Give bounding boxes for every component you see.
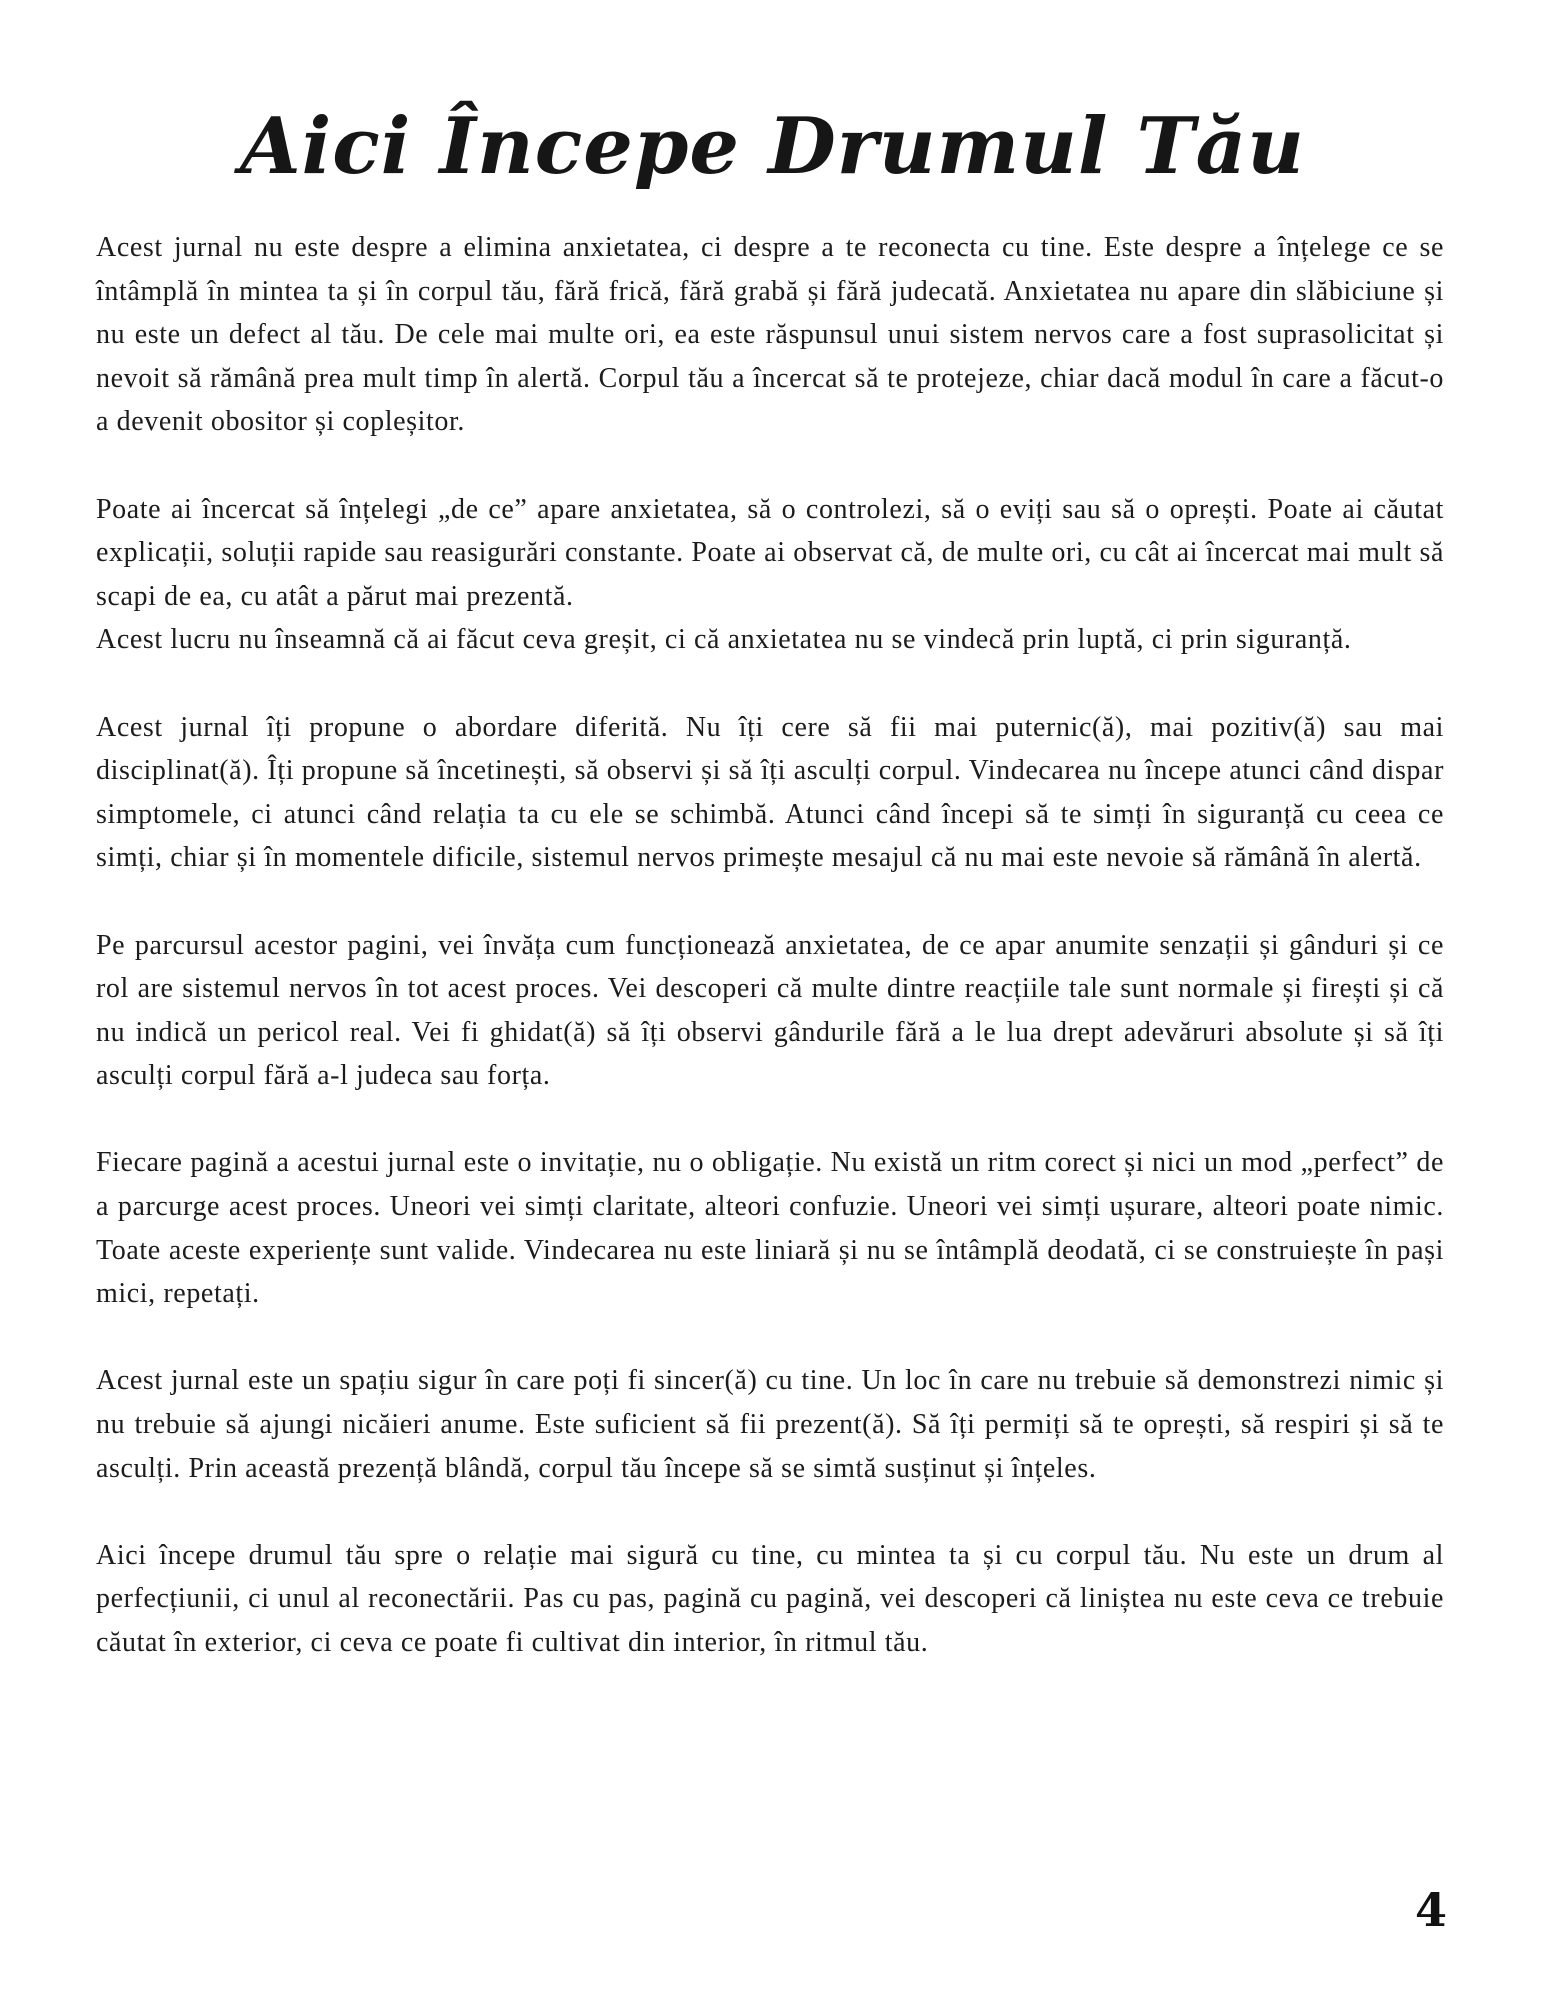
page-title: Aici Începe Drumul Tău [240, 101, 1305, 192]
paragraph-1: Acest jurnal nu este despre a elimina anxietatea, ci despre a te reconecta cu tine. Este despre a înțelege ce se întâmplă în mintea ta și în corpul tău, fără frică, fără grabă și fără judecată. Anxietatea nu apare din slăbiciune și nu este un defect al tău. De cele mai multe ori, ea este răspunsul unui sistem nervos care a fost suprasolicitat și nevoit să rămână prea mult timp în alertă. Corpul tău a încercat să te protejeze, chiar dacă modul în care a făcut-o a devenit obositor și copleșitor. [96, 232, 1444, 438]
paragraph-5: Pe parcursul acestor pagini, vei învăța cum funcționează anxietatea, de ce apar anumite senzații și gânduri și ce rol are sistemul nervos în tot acest proces. Vei descoperi că multe dintre reacțiile tale sunt normale și firești și că nu indică un pericol real. Vei fi ghidat(ă) să îți observi gândurile fără a le lua drept adevăruri absolute și să îți asculți corpul fără a-l judeca sau forța. [96, 929, 1444, 1092]
paragraph-7: Acest jurnal este un spațiu sigur în care poți fi sincer(ă) cu tine. Un loc în care nu trebuie să demonstrezi nimic și nu trebuie să ajungi nicăieri anume. Este suficient să fii prezent(ă). Să îți permiți să te oprești, să respiri și să te asculți. Prin această prezență blândă, corpul tău începe să se simtă susținut și înțeles. [96, 1365, 1444, 1484]
paragraph-6: Fiecare pagină a acestui jurnal este o invitație, nu o obligație. Nu există un ritm corect și nici un mod „perfect” de a parcurge acest proces. Uneori vei simți claritate, alteori confuzie. Uneori vei simți ușurare, alteori poate nimic. Toate aceste experiențe sunt valide. Vindecarea nu este liniară și nu se întâmplă deodată, ci se construiește în pași mici, repetați. [96, 1147, 1444, 1310]
paragraph-2: Poate ai încercat să înțelegi „de ce” apare anxietatea, să o controlezi, să o eviți sau să o oprești. Poate ai căutat explicații, soluții rapide sau reasigurări constante. Poate ai observat că, de multe ori, cu cât ai încercat mai mult să scapi de ea, cu atât a părut mai prezentă. [96, 493, 1444, 612]
paragraph-3: Acest lucru nu înseamnă că ai făcut ceva greșit, ci că anxietatea nu se vindecă prin luptă, ci prin siguranță. [96, 624, 1352, 656]
paragraph-4: Acest jurnal îți propune o abordare diferită. Nu îți cere să fii mai puternic(ă), mai pozitiv(ă) sau mai disciplinat(ă). Îți propune să încetinești, să observi și să îți asculți corpul. Vindecarea nu începe atunci când dispar simptomele, ci atunci când relația ta cu ele se schimbă. Atunci când începi să te simți în siguranță cu ceea ce simți, chiar și în momentele dificile, sistemul nervos primește mesajul că nu mai este nevoie să rămână în alertă. [96, 711, 1444, 874]
paragraph-8: Aici începe drumul tău spre o relație mai sigură cu tine, cu mintea ta și cu corpul tău. Nu este un drum al perfecțiunii, ci unul al reconectării. Pas cu pas, pagină cu pagină, vei descoperi că liniștea nu este ceva ce trebuie căutat în exterior, ci ceva ce poate fi cultivat din interior, în ritmul tău. [96, 1539, 1444, 1658]
body-text [96, 226, 1444, 1665]
page-number: 4 [1414, 1883, 1447, 1937]
